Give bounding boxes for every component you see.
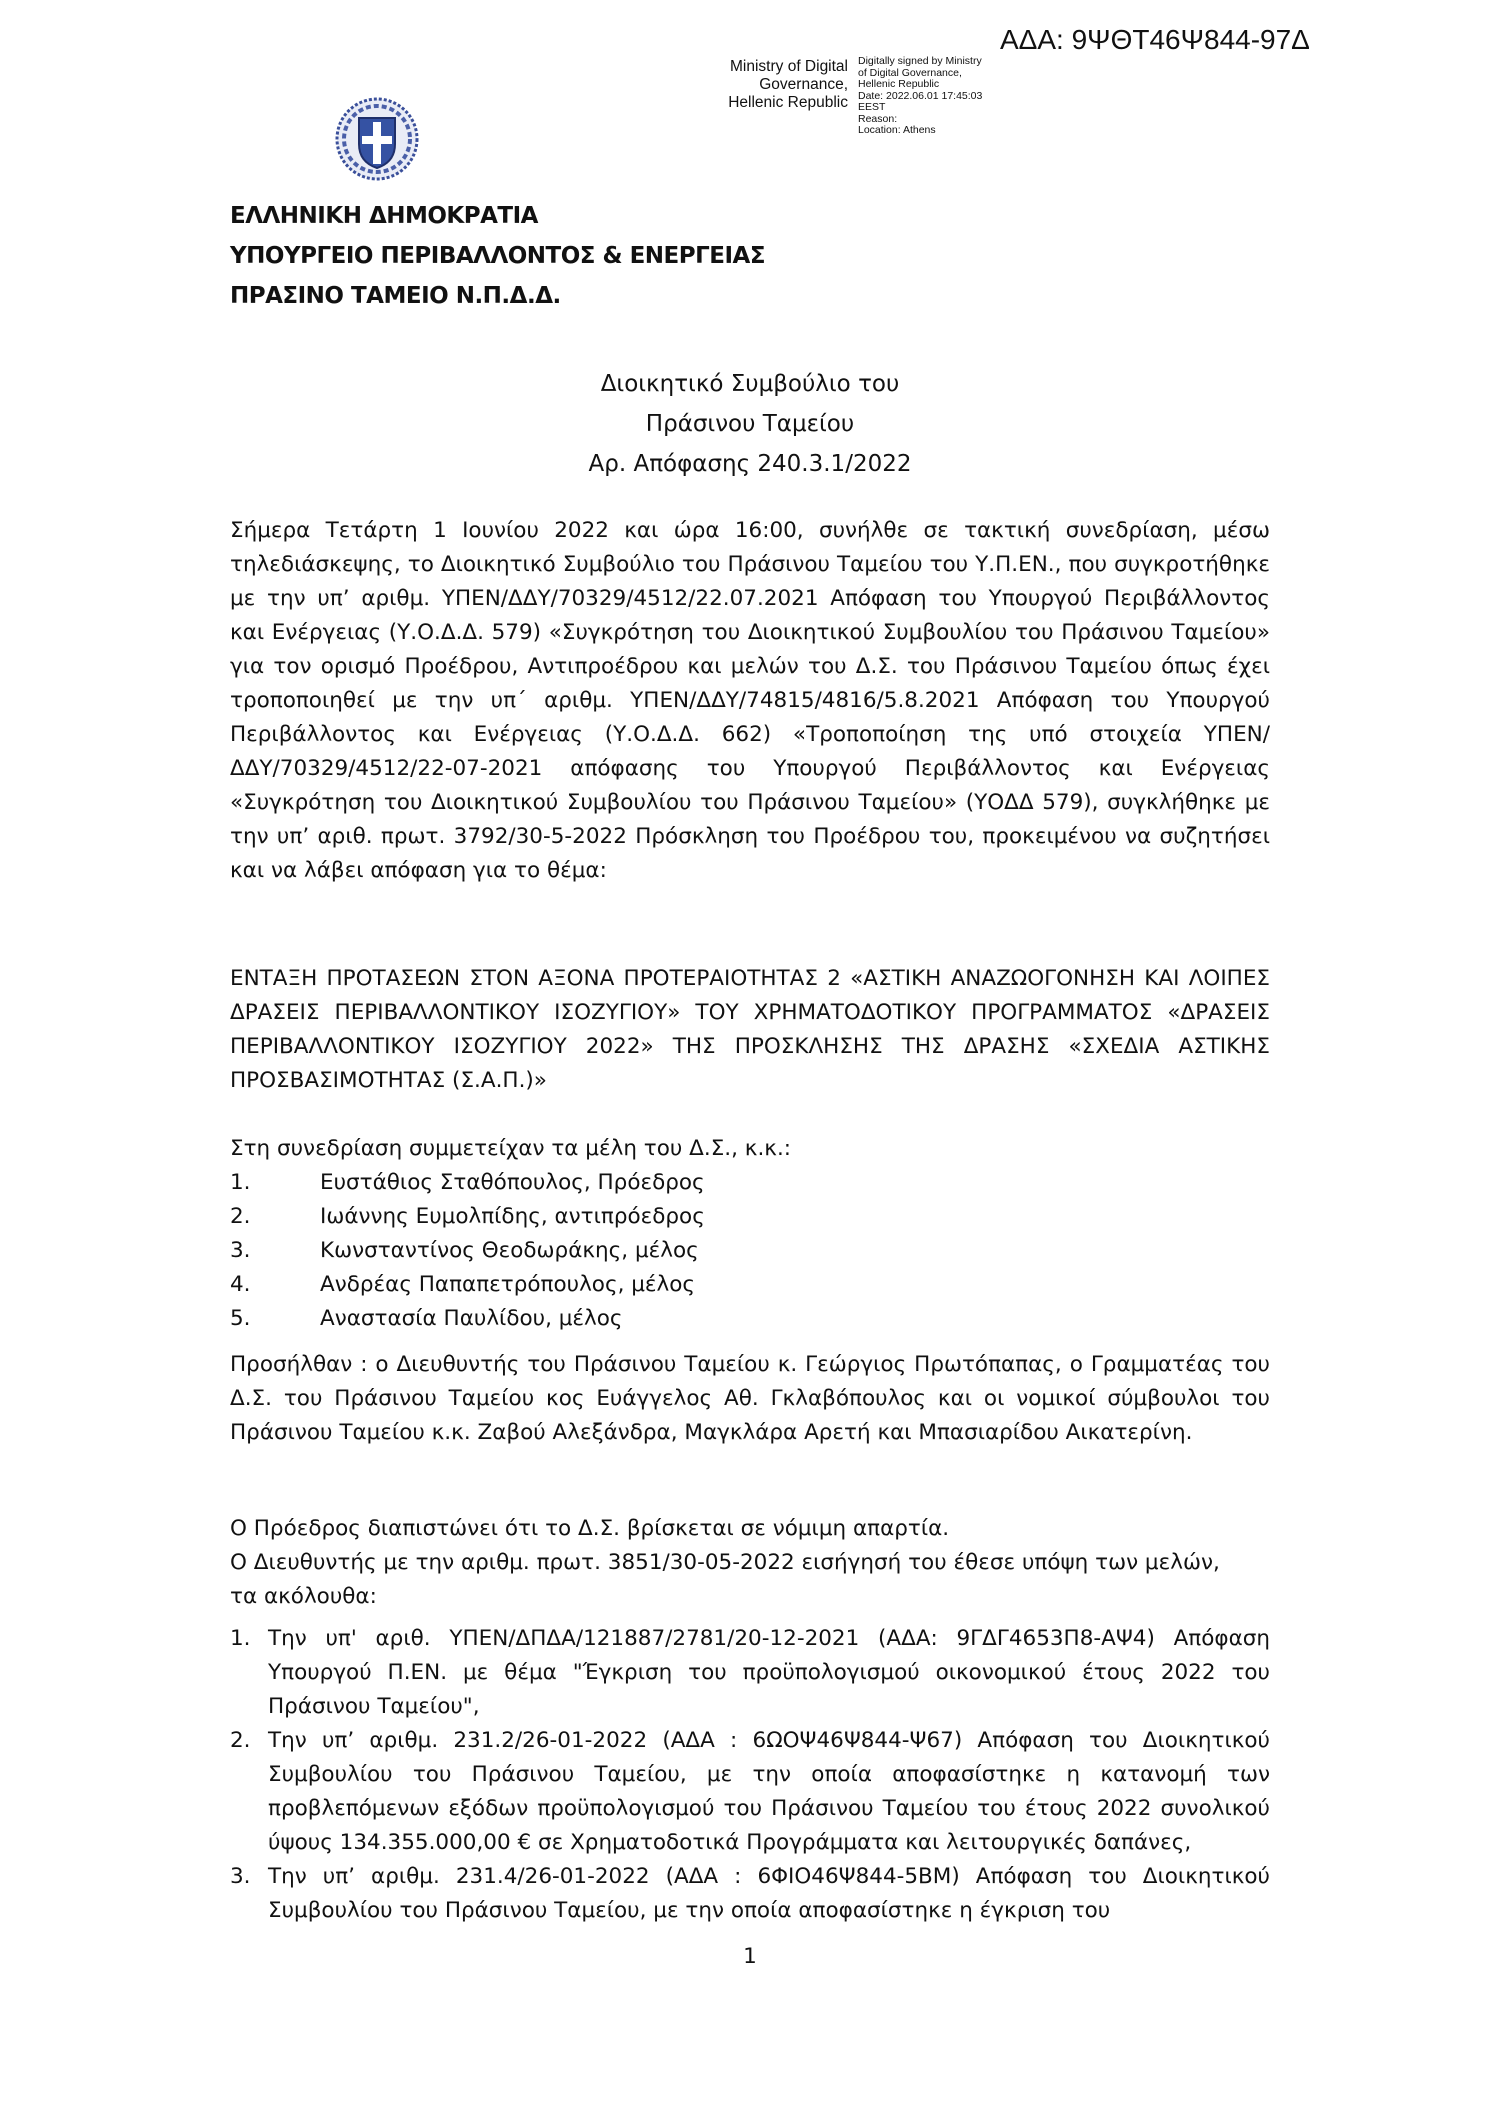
page-number: 1 — [743, 1944, 757, 1969]
list-item — [230, 1302, 705, 1336]
list-item — [230, 1724, 1270, 1860]
list-item — [230, 1200, 705, 1234]
signature-ministry-line: Hellenic Republic — [728, 94, 848, 111]
quorum-block — [230, 1512, 1270, 1614]
signature-detail: of Digital Governance, — [858, 66, 962, 79]
list-item — [230, 1166, 705, 1200]
members-intro — [230, 1132, 1270, 1166]
item-text: Την υπ' αριθ. ΥΠΕΝ/ΔΠΔΑ/121887/2781/20-12-2021 (ΑΔΑ: 9ΓΔΓ4653Π8-ΑΨ4) Απόφαση Υπουργού Π.ΕΝ. με θέμα "Έγκριση του προϋπολογισμού οικονομικού έτους 2022 του Πράσινου Ταμείου", — [268, 1626, 1270, 1719]
member-number: 1. — [230, 1170, 251, 1195]
signature-detail: Date: 2022.06.01 17:45:03 — [858, 89, 983, 102]
decision-number: Αρ. Απόφασης 240.3.1/2022 — [588, 451, 912, 477]
member-name: Αναστασία Παυλίδου, μέλος — [320, 1306, 623, 1331]
members-list — [230, 1166, 705, 1336]
member-number: 5. — [230, 1306, 251, 1331]
member-name: Κωνσταντίνος Θεοδωράκης, μέλος — [320, 1238, 699, 1263]
signature-ministry — [706, 58, 848, 112]
item-number: 1. — [230, 1626, 251, 1651]
intro-text: Σήμερα Τετάρτη 1 Ιουνίου 2022 και ώρα 16:00, συνήλθε σε τακτική συνεδρίαση, μέσω τηλεδιάσκεψης, το Διοικητικό Συμβούλιο του Πράσινου Ταμείου του Υ.Π.ΕΝ., που συγκροτήθηκε με την υπ’ αριθμ. ΥΠΕΝ/ΔΔΥ/70329/4512/22.07.2021 Απόφαση του Υπουργού Περιβάλλοντος και Ενέργειας (Υ.Ο.Δ.Δ. 579) «Συγκρότηση του Διοικητικού Συμβουλίου του Πράσινου Ταμείου» για τον ορισμό Προέδρου, Αντιπροέδρου και μελών του Δ.Σ. του Πράσινου Ταμείου όπως έχει τροποποιηθεί με την υπ΄ αριθμ. ΥΠΕΝ/ΔΔΥ/74815/4816/5.8.2021 Απόφαση του Υπουργού Περιβάλλοντος και Ενέργειας (Υ.Ο.Δ.Δ. 662) «Τροποποίηση της υπό στοιχεία ΥΠΕΝ/ΔΔΥ/70329/4512/22-07-2021 απόφασης του Υπουργού Περιβάλλοντος και Ενέργειας «Συγκρότηση του Διοικητικού Συμβουλίου του Πράσινου Ταμείου» (ΥΟΔΔ 579), συγκλήθηκε με την υπ’ αριθ. πρωτ. 3792/30-5-2022 Πρόσκληση του Προέδρου του, προκειμένου να συζητήσει και να λάβει απόφαση για το θέμα: — [230, 518, 1270, 883]
members-intro-text: Στη συνεδρίαση συμμετείχαν τα μέλη του Δ.Σ., κ.κ.: — [230, 1136, 792, 1161]
signature-detail: Hellenic Republic — [858, 78, 940, 90]
title-line: Διοικητικό Συμβούλιο του — [600, 371, 900, 397]
member-number: 4. — [230, 1272, 251, 1297]
attendees-text: Προσήλθαν : ο Διευθυντής του Πράσινου Ταμείου κ. Γεώργιος Πρωτόπαπας, ο Γραμματέας του Δ.Σ. του Πράσινου Ταμείου κος Ευάγγελος Αθ. Γκλαβόπουλος και οι νομικοί σύμβουλοι του Πράσινου Ταμείου κ.κ. Ζαβού Αλεξάνδρα, Μαγκλάρα Αρετή και Μπασιαρίδου Αικατερίνη. — [230, 1352, 1270, 1445]
issuer-line-ministry: ΥΠΟΥΡΓΕΙΟ ΠΕΡΙΒΑΛΛΟΝΤΟΣ & ΕΝΕΡΓΕΙΑΣ — [230, 243, 766, 269]
item-number: 2. — [230, 1728, 251, 1753]
decision-title-block — [230, 364, 1270, 484]
item-text: Την υπ’ αριθμ. 231.2/26-01-2022 (ΑΔΑ : 6ΩΟΨ46Ψ844-Ψ67) Απόφαση του Διοικητικού Συμβουλίου του Πράσινου Ταμείου, με την οποία αποφασίστηκε η κατανομή των προβλεπόμενων εξόδων προϋπολογισμού του Πράσινου Ταμείου του έτους 2022 συνολικού ύψους 134.355.000,00 € σε Χρηματοδοτικά Προγράμματα και λειτουργικές δαπάνες, — [268, 1728, 1270, 1855]
member-name: Ιωάννης Ευμολπίδης, αντιπρόεδρος — [320, 1204, 705, 1229]
director-intro-text: Ο Διευθυντής με την αριθμ. πρωτ. 3851/30-05-2022 εισήγησή του έθεσε υπόψη των μελών, — [230, 1550, 1220, 1575]
considerations-list — [230, 1622, 1270, 1928]
digital-signature-details — [858, 56, 1008, 137]
list-item — [230, 1268, 705, 1302]
member-name: Ανδρέας Παπαπετρόπουλος, μέλος — [320, 1272, 696, 1297]
hellenic-coat-of-arms-icon — [334, 96, 420, 182]
title-line: Πράσινου Ταμείου — [645, 411, 855, 437]
director-intro-text: τα ακόλουθα: — [230, 1584, 377, 1609]
list-item — [230, 1860, 1270, 1928]
signature-detail: EEST — [858, 101, 886, 113]
quorum-text: Ο Πρόεδρος διαπιστώνει ότι το Δ.Σ. βρίσκεται σε νόμιμη απαρτία. — [230, 1516, 950, 1541]
item-number: 3. — [230, 1864, 251, 1889]
signature-detail: Digitally signed by Ministry — [858, 55, 982, 67]
member-number: 2. — [230, 1204, 251, 1229]
subject-paragraph — [230, 962, 1270, 1098]
issuer-header — [230, 196, 765, 316]
issuer-line-fund: ΠΡΑΣΙΝΟ ΤΑΜΕΙΟ Ν.Π.Δ.Δ. — [230, 283, 561, 309]
item-text: Την υπ’ αριθμ. 231.4/26-01-2022 (ΑΔΑ : 6ΦΙΟ46Ψ844-5ΒΜ) Απόφαση του Διοικητικού Συμβουλίου του Πράσινου Ταμείου, με την οποία αποφασίστηκε η έγκριση του — [268, 1864, 1270, 1923]
signature-detail: Reason: — [858, 112, 898, 125]
member-number: 3. — [230, 1238, 251, 1263]
signature-detail: Location: Athens — [858, 124, 936, 136]
list-item — [230, 1234, 705, 1268]
ada-code: ΑΔΑ: 9ΨΘΤ46Ψ844-97Δ — [1000, 24, 1310, 55]
signature-ministry-line: Ministry of Digital — [730, 58, 848, 75]
issuer-line-republic: ΕΛΛΗΝΙΚΗ ΔΗΜΟΚΡΑΤΙΑ — [230, 203, 538, 229]
list-item — [230, 1622, 1270, 1724]
signature-ministry-line: Governance, — [759, 76, 848, 93]
member-name: Ευστάθιος Σταθόπουλος, Πρόεδρος — [320, 1170, 705, 1195]
subject-text: ΕΝΤΑΞΗ ΠΡΟΤΑΣΕΩΝ ΣΤΟΝ ΑΞΟΝΑ ΠΡΟΤΕΡΑΙΟΤΗΤΑΣ 2 «ΑΣΤΙΚΗ ΑΝΑΖΩΟΓΟΝΗΣΗ ΚΑΙ ΛΟΙΠΕΣ ΔΡΑΣΕΙΣ ΠΕΡΙΒΑΛΛΟΝΤΙΚΟΥ ΙΣΟΖΥΓΙΟΥ» ΤΟΥ ΧΡΗΜΑΤΟΔΟΤΙΚΟΥ ΠΡΟΓΡΑΜΜΑΤΟΣ «ΔΡΑΣΕΙΣ ΠΕΡΙΒΑΛΛΟΝΤΙΚΟΥ ΙΣΟΖΥΓΙΟΥ 2022» ΤΗΣ ΠΡΟΣΚΛΗΣΗΣ ΤΗΣ ΔΡΑΣΗΣ «ΣΧΕΔΙΑ ΑΣΤΙΚΗΣ ΠΡΟΣΒΑΣΙΜΟΤΗΤΑΣ (Σ.Α.Π.)» — [230, 966, 1270, 1093]
intro-paragraph — [230, 514, 1270, 888]
attendees-paragraph — [230, 1348, 1270, 1450]
